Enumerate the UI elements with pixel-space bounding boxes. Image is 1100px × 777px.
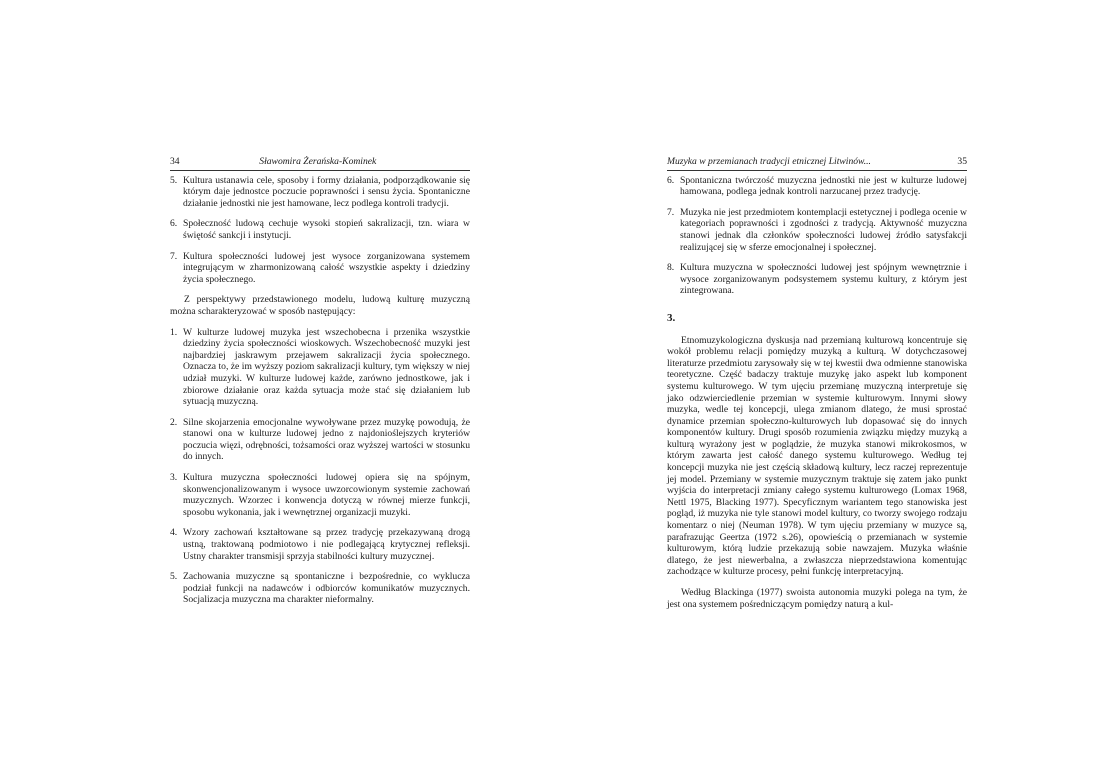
list-item bbox=[667, 207, 967, 253]
item-number: 5. bbox=[170, 174, 178, 186]
list-item bbox=[170, 327, 470, 408]
list-item bbox=[170, 218, 470, 241]
item-number: 6. bbox=[667, 174, 675, 186]
item-text: Społeczność ludową cechuje wysoki stopień sakralizacji, tzn. wiara w świętość sankcji i instytucji. bbox=[183, 218, 470, 241]
left-page-number: 34 bbox=[170, 156, 180, 167]
left-running-head: Sławomira Żerańska-Kominek bbox=[259, 156, 377, 167]
item-text: Kultura muzyczna społeczności ludowej opiera się na spójnym, skonwencjonalizowanym i wysoce uwzorcowionym systemie zachowań muzycznych. Wzorzec i konwencja dotyczą w równej mierze funkcji, sposobu wykonania, jak i wewnętrznej organizacji muzyki. bbox=[183, 472, 470, 518]
item-text: Kultura społeczności ludowej jest wysoce zorganizowana systemem integrującym w zharmonizowaną całość wszystkie aspekty i dziedziny życia społecznego. bbox=[183, 250, 470, 285]
body-paragraph: Według Blackinga (1977) swoista autonomia muzyki polega na tym, że jest ona systemem pośredniczącym pomiędzy naturą a kul- bbox=[667, 587, 967, 610]
item-text: Silne skojarzenia emocjonalne wywoływane przez muzykę powodują, że stanowi ona w kulturze ludowej jedno z najdonioślejszych kryteriów poczucia więzi, odrębności, tożsamości oraz wyższej wartości w stosunku do innych. bbox=[183, 416, 470, 463]
item-text: Muzyka nie jest przedmiotem kontemplacji estetycznej i podlega ocenie w kategoriach poprawności i zgodności z tradycją. Aktywność muzyczna stanowi jednak dla członków społeczności ludowej źródło satysfakcji realizującej się w sferze emocjonalnej i społecznej. bbox=[680, 206, 967, 253]
item-number: 2. bbox=[170, 416, 178, 428]
list-item bbox=[170, 175, 470, 210]
list-item bbox=[170, 571, 470, 606]
item-number: 1. bbox=[170, 326, 178, 338]
right-running-head: Muzyka w przemianach tradycji etnicznej Litwinów... bbox=[667, 156, 871, 167]
list-item bbox=[667, 262, 967, 297]
right-page-header bbox=[667, 156, 967, 171]
item-text: Kultura muzyczna w społeczności ludowej jest spójnym wewnętrznie i wysoce zorganizowanym podsystemem systemu kultury, z którym jest zintegrowana. bbox=[680, 262, 967, 297]
list-item bbox=[667, 175, 967, 198]
right-page-number: 35 bbox=[957, 156, 967, 167]
left-page bbox=[170, 156, 470, 615]
item-text: Wzory zachowań kształtowane są przez tradycję przekazywaną drogą ustną, traktowaną podmiotowo i nie podlegającą krytycznej refleksji. Ustny charakter transmisji sprzyja stabilności kultury muzycznej. bbox=[183, 527, 470, 562]
body-paragraph: Z perspektywy przedstawionego modelu, ludową kulturę muzyczną można scharakteryzować w sposób następujący: bbox=[170, 294, 470, 317]
item-text: Spontaniczna twórczość muzyczna jednostki nie jest w kulturze ludowej hamowana, podlega jednak kontroli narzucanej przez tradycję. bbox=[680, 174, 967, 198]
item-text: Kultura ustanawia cele, sposoby i formy działania, podporządkowanie się którym daje jednostce poczucie poprawności i sensu życia. Spontaniczne działanie jednostki nie jest hamowane, lecz podlega kontroli tradycji. bbox=[183, 174, 470, 209]
list-item bbox=[170, 251, 470, 286]
right-page bbox=[667, 156, 967, 619]
item-number: 6. bbox=[170, 218, 178, 230]
item-number: 8. bbox=[667, 262, 675, 274]
item-number: 3. bbox=[170, 472, 178, 484]
body-paragraph: Etnomuzykologiczna dyskusja nad przemianą kulturową koncentruje się wokół problemu relacji pomiędzy muzyką a kulturą. W dotychczasowej literaturze przedmiotu zarysowały się w tej kwestii dwa odmienne stanowiska teoretyczne. Część badaczy traktuje muzykę jako aspekt lub komponent systemu kulturowego. W tym ujęciu przemianę muzyczną interpretuje się jako odzwierciedlenie przemian w systemie kulturowym. Innymi słowy muzyka, wedle tej koncepcji, ulega zmianom dlatego, że musi sprostać dynamice przemian społeczno-kulturowych lub dopasować się do innych komponentów kultury. Drugi sposób rozumienia związku między muzyką a kulturą wyrażony jest w poglądzie, że muzyka stanowi mikrokosmos, w którym zawarta jest całość danego systemu kulturowego. Według tej koncepcji muzyka nie jest częścią składową kultury, lecz raczej reprezentuje jej model. Przemiany w systemie muzycznym traktuje się zatem jako punkt wyjścia do interpretacji zmiany całego systemu kulturowego (Lomax 1968, Nettl 1975, Blacking 1977). Specyficznym wariantem tego stanowiska jest pogląd, iż muzyka nie tyle stanowi model kultury, co tworzy swojego rodzaju komentarz o niej (Neuman 1978). W tym ujęciu przemiany w muzyce są, parafrazując Geertza (1972 s.26), opowieścią o przemianach w systemie kulturowym, którą ludzie przekazują sobie nawzajem. Muzyka właśnie dlatego, że jest niewerbalna, a zwłaszcza nieprzedstawiona komentując zachodzące w kulturze procesy, pełni funkcję interpretacyjną. bbox=[667, 334, 967, 578]
item-number: 7. bbox=[667, 206, 675, 218]
left-page-header bbox=[170, 156, 470, 171]
item-number: 4. bbox=[170, 527, 178, 539]
list-item bbox=[170, 472, 470, 518]
section-heading: 3. bbox=[667, 311, 676, 324]
list-item bbox=[170, 417, 470, 463]
list-item bbox=[170, 527, 470, 562]
item-number: 5. bbox=[170, 571, 178, 583]
item-number: 7. bbox=[170, 250, 178, 262]
item-text: Zachowania muzyczne są spontaniczne i bezpośrednie, co wyklucza podział funkcji na nadawców i odbiorców komunikatów muzycznych. Socjalizacja muzyczna ma charakter nieformalny. bbox=[183, 571, 470, 606]
item-text: W kulturze ludowej muzyka jest wszechobecna i przenika wszystkie dziedziny życia społeczności wioskowych. Wszechobecność muzyki jest najbardziej jaskrawym przejawem sakralizacji życia społecznego. Oznacza to, że im wyższy poziom sakralizacji kultury, tym większy w niej udział muzyki. W kulturze ludowej każde, zarówno jednostkowe, jak i zbiorowe działanie oraz każda sytuacja może stać się działaniem lub sytuacją muzyczną. bbox=[183, 326, 470, 408]
